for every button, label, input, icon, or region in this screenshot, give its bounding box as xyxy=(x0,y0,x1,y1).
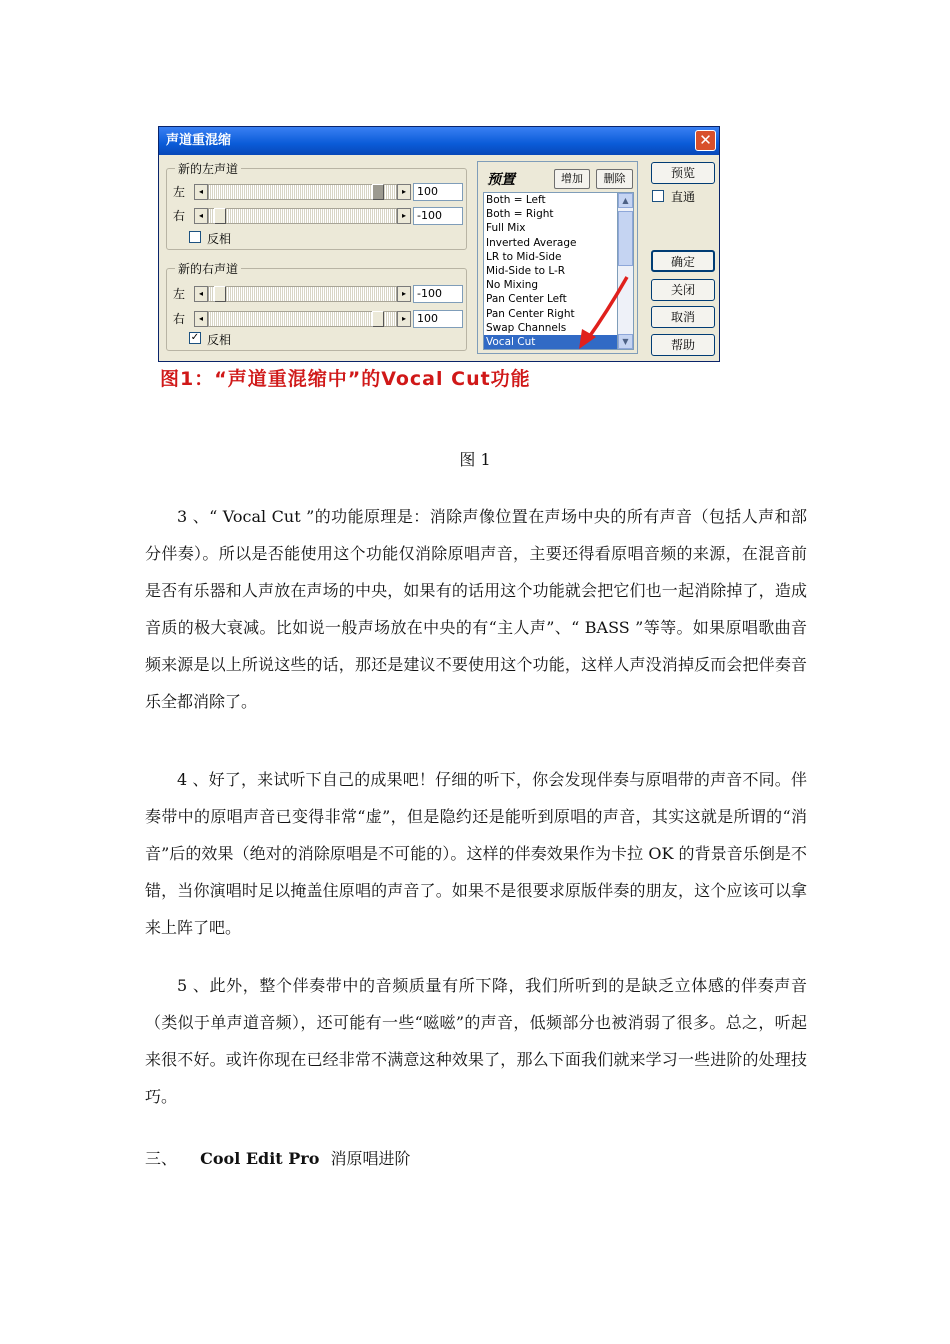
preset-item[interactable]: No Mixing xyxy=(486,279,539,292)
preset-item[interactable]: Inverted Average xyxy=(486,236,577,249)
channel-remix-dialog xyxy=(158,126,720,362)
right-row-label: 右 xyxy=(173,209,186,223)
slider-left-arrow-icon[interactable]: ◂ xyxy=(194,184,208,200)
left-row-label: 左 xyxy=(173,185,186,199)
paragraph-4: 4 、好了，来试听下自己的成果吧！仔细的听下，你会发现伴奏与原唱带的声音不同。伴奏带中的原唱声音已变得非常“虚”，但是隐约还是能听到原唱的声音，其实这就是所谓的“消音”后的效果（绝对的消除原唱是不可能的）。这样的伴奏效果作为卡拉 OK 的背景音乐倒是不错，当你演唱时足以掩盖住原唱的声音了。如果不是很要求原版伴奏的朋友，这个应该可以拿来上阵了吧。 xyxy=(145,770,807,937)
slider-right-arrow-icon[interactable]: ▸ xyxy=(397,208,411,224)
slider-right-arrow-icon[interactable]: ▸ xyxy=(397,286,411,302)
right-invert-checkbox[interactable]: ✓ xyxy=(190,332,200,343)
ok-button[interactable]: 确定 xyxy=(651,250,715,272)
dialog-title: 声道重混缩 xyxy=(159,127,719,155)
section-rest-title: 消原唱进阶 xyxy=(330,1149,411,1168)
left-invert-label: 反相 xyxy=(207,232,232,246)
add-preset-button[interactable]: 增加 xyxy=(554,169,590,189)
right-invert-label: 反相 xyxy=(207,333,232,347)
right-row-label: 右 xyxy=(173,312,186,326)
slider-left-arrow-icon[interactable]: ◂ xyxy=(194,286,208,302)
scroll-up-icon[interactable]: ▲ xyxy=(618,193,633,208)
new-left-channel-label: 新的左声道 xyxy=(175,160,241,177)
preset-item[interactable]: Pan Center Right xyxy=(486,307,575,320)
help-button[interactable]: 帮助 xyxy=(651,334,715,356)
scroll-down-icon[interactable]: ▼ xyxy=(618,334,633,349)
preset-item-selected[interactable]: Vocal Cut xyxy=(484,335,617,349)
section-heading xyxy=(145,1149,411,1169)
preset-item[interactable]: Mid-Side to L-R xyxy=(486,264,566,277)
preset-item[interactable]: Swap Channels xyxy=(486,321,567,334)
figure-caption-red: 图1：“声道重混缩中”的Vocal Cut功能 xyxy=(160,368,531,390)
slider-left-arrow-icon[interactable]: ◂ xyxy=(194,311,208,327)
direct-label: 直通 xyxy=(671,190,696,204)
paragraph-5: 5 、此外，整个伴奏带中的音频质量有所下降，我们所听到的是缺乏立体感的伴奏声音（类似于单声道音频），还可能有一些“嗞嗞”的声音，低频部分也被消弱了很多。总之，听起来很不好。或许你现在已经非常不满意这种效果了，那么下面我们就来学习一些进阶的处理技巧。 xyxy=(145,976,807,1106)
section-bold-title: Cool Edit Pro xyxy=(200,1149,320,1168)
presets-title: 预置 xyxy=(487,172,515,188)
preset-item[interactable]: Both = Right xyxy=(486,208,554,221)
figure-label: 图 1 xyxy=(459,450,491,469)
left-row-label: 左 xyxy=(173,287,186,301)
section-number: 三、 xyxy=(145,1149,178,1168)
preset-item[interactable]: Full Mix xyxy=(486,222,526,235)
preset-item[interactable]: Both = Left xyxy=(486,194,546,206)
delete-preset-button[interactable]: 删除 xyxy=(596,169,633,189)
cancel-button[interactable]: 取消 xyxy=(651,306,715,328)
left-left-value-input[interactable]: 100 xyxy=(413,183,463,201)
close-icon[interactable]: ✕ xyxy=(695,130,716,151)
right-right-value-input[interactable]: 100 xyxy=(413,310,463,328)
right-left-value-input[interactable]: -100 xyxy=(413,285,463,303)
new-right-channel-label: 新的右声道 xyxy=(175,260,241,277)
slider-right-arrow-icon[interactable]: ▸ xyxy=(397,184,411,200)
paragraph-3: 3 、“ Vocal Cut ”的功能原理是：消除声像位置在声场中央的所有声音（包括人声和部分伴奏）。所以是否能使用这个功能仅消除原唱声音，主要还得看原唱音频的来源，在混音前是否有乐器和人声放在声场的中央，如果有的话用这个功能就会把它们也一起消除掉了，造成音质的极大衰减。比如说一般声场放在中央的有“主人声”、“ BASS ”等等。如果原唱歌曲音频来源是以上所说这些的话，那还是建议不要使用这个功能，这样人声没消掉反而会把伴奏音乐全都消除了。 xyxy=(145,507,807,711)
slider-right-arrow-icon[interactable]: ▸ xyxy=(397,311,411,327)
preset-item[interactable]: LR to Mid-Side xyxy=(486,250,562,263)
left-right-value-input[interactable]: -100 xyxy=(413,207,463,225)
slider-left-arrow-icon[interactable]: ◂ xyxy=(194,208,208,224)
preview-button[interactable]: 预览 xyxy=(651,162,715,184)
close-button[interactable]: 关闭 xyxy=(651,279,715,301)
red-arrow-annotation xyxy=(159,127,720,362)
preset-item[interactable]: Pan Center Left xyxy=(486,293,567,306)
